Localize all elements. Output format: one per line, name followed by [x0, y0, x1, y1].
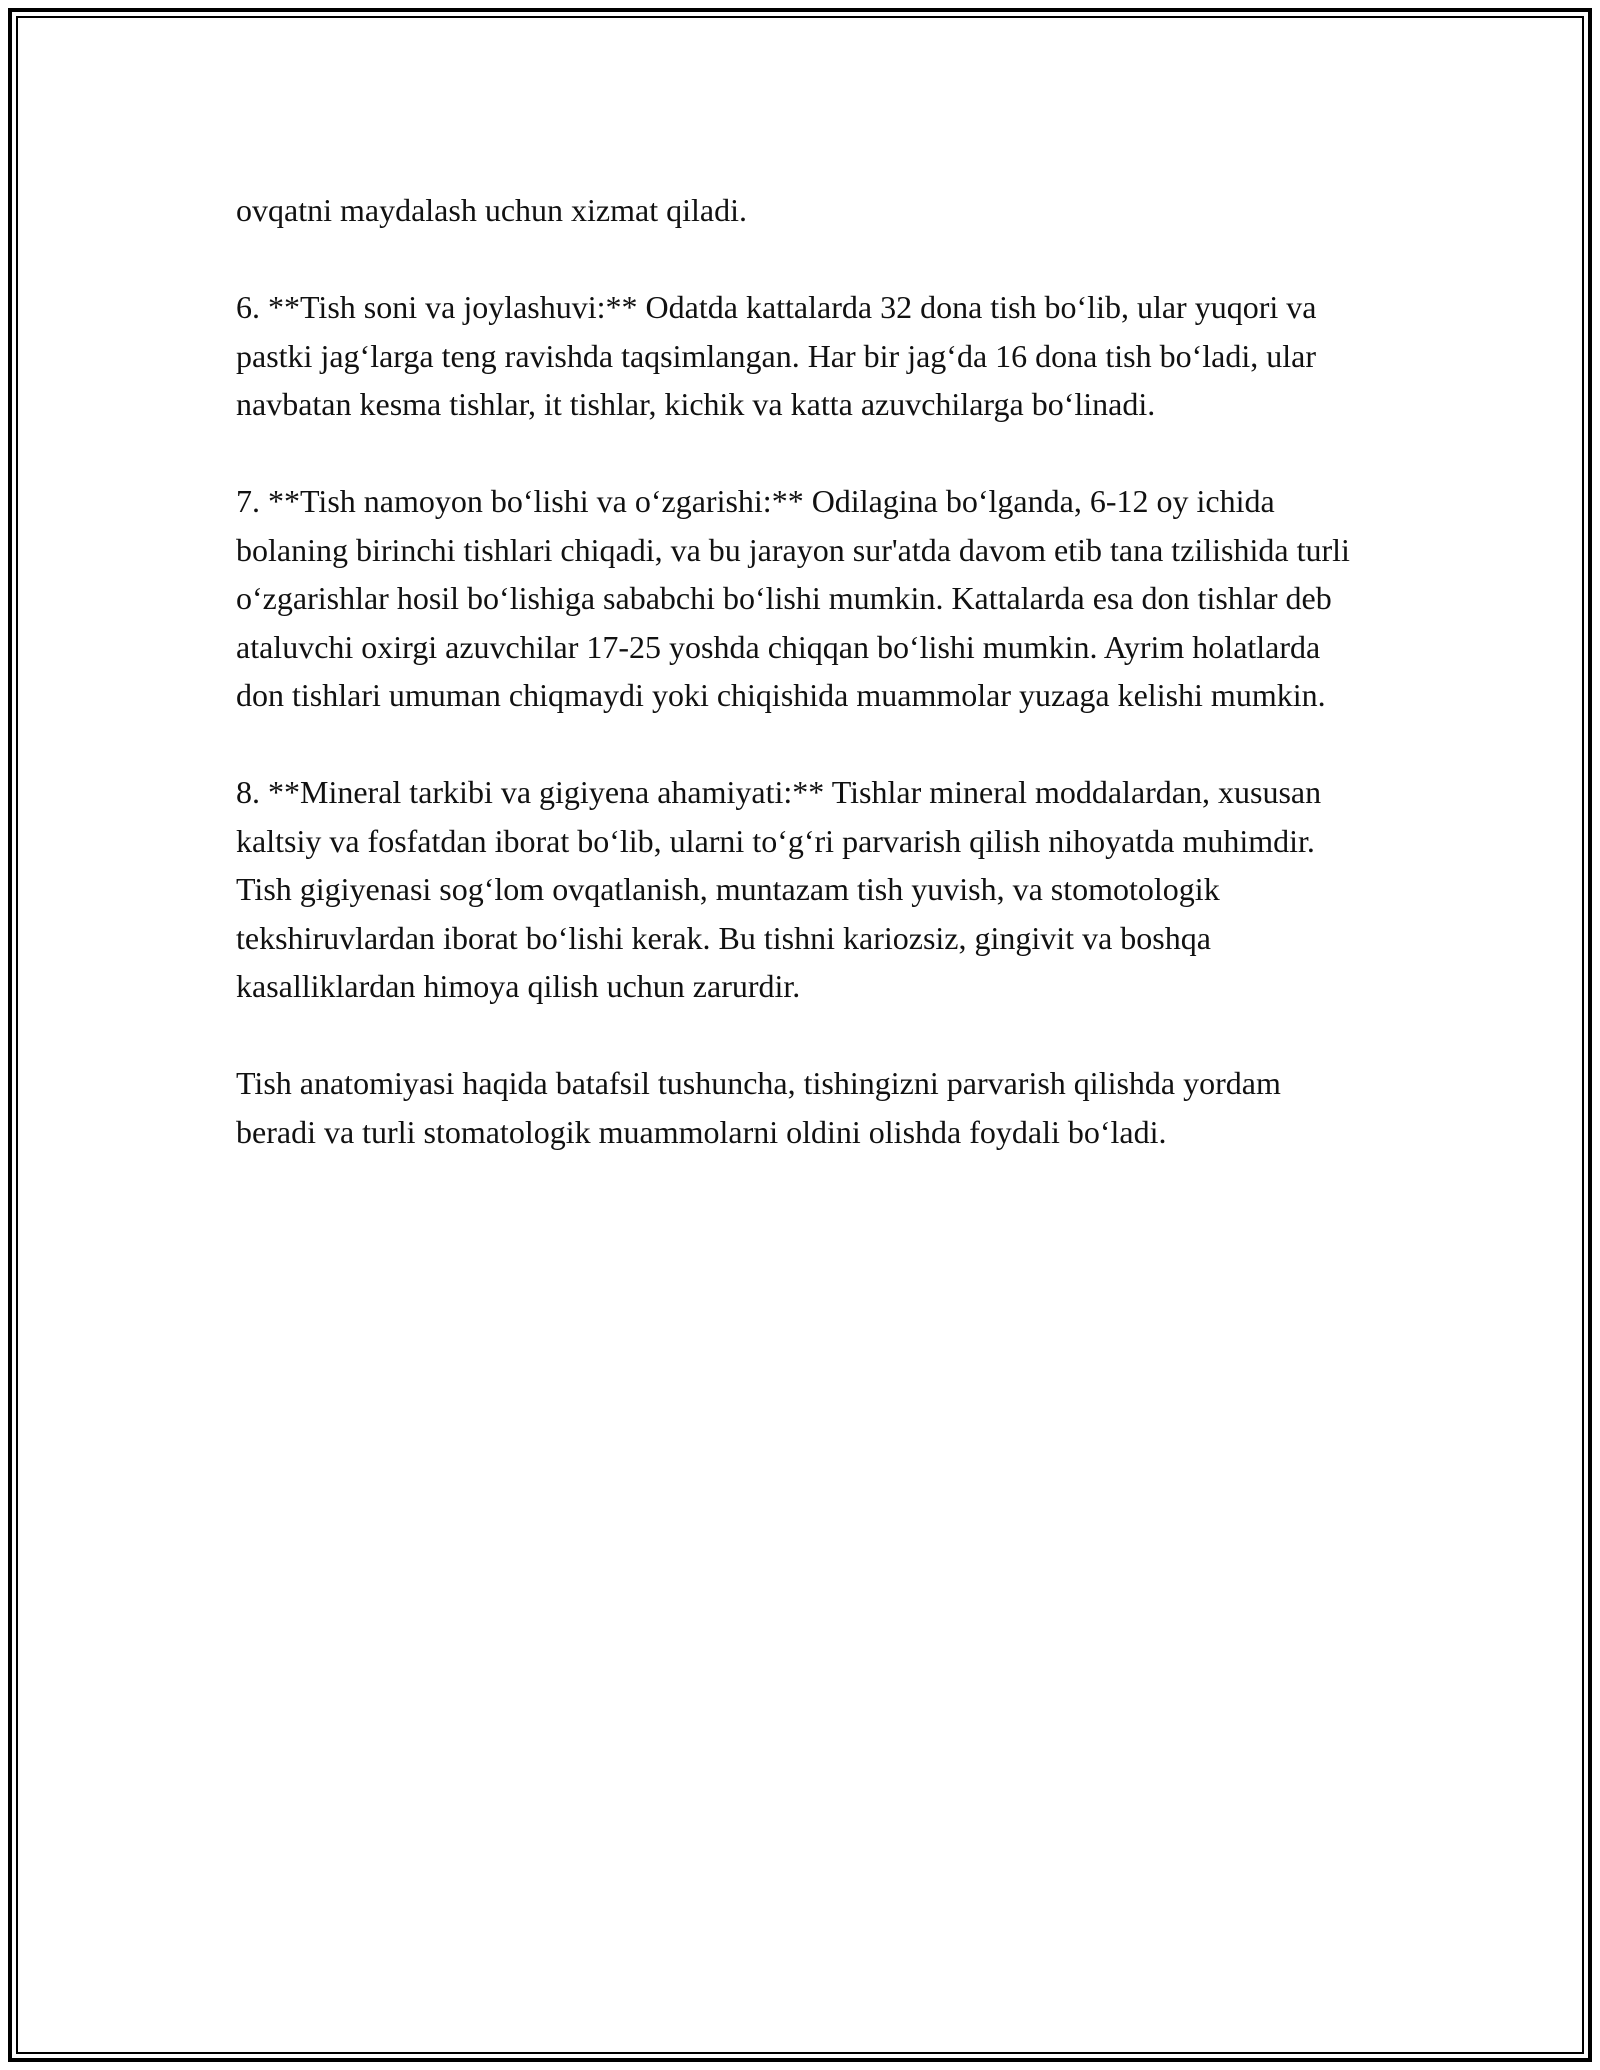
paragraph-conclusion: Tish anatomiyasi haqida batafsil tushuncha, tishingizni parvarish qilishda yordam beradi va turli stomatologik muammolarni oldini olishda foydali bo‘ladi.: [236, 1065, 1281, 1150]
paragraph-item-6: 6. **Tish soni va joylashuvi:** Odatda kattalarda 32 dona tish bo‘lib, ular yuqori va pastki jag‘larga teng ravishda taqsimlangan. Har bir jag‘da 16 dona tish bo‘ladi, ular navbatan kesma tishlar, it tishlar, kichik va katta azuvchilarga bo‘linadi.: [236, 289, 1317, 422]
paragraph-continuation: ovqatni maydalash uchun xizmat qiladi.: [236, 192, 747, 228]
document-body: [236, 186, 1366, 1205]
paragraph-item-8: 8. **Mineral tarkibi va gigiyena ahamiyati:** Tishlar mineral moddalardan, xususan kaltsiy va fosfatdan iborat bo‘lib, ularni to‘g‘ri parvarish qilish nihoyatda muhimdir. Tish gigiyenasi sog‘lom ovqatlanish, muntazam tish yuvish, va stomotologik tekshiruvlardan iborat bo‘lishi kerak. Bu tishni kariozsiz, gingivit va boshqa kasalliklardan himoya qilish uchun zarurdir.: [236, 774, 1322, 1004]
paragraph-item-7: 7. **Tish namoyon bo‘lishi va o‘zgarishi:** Odilagina bo‘lganda, 6-12 oy ichida bolaning birinchi tishlari chiqadi, va bu jarayon sur'atda davom etib tana tzilishida turli o‘zgarishlar hosil bo‘lishiga sababchi bo‘lishi mumkin. Kattalarda esa don tishlar deb ataluvchi oxirgi azuvchilar 17-25 yoshda chiqqan bo‘lishi mumkin. Ayrim holatlarda don tishlari umuman chiqmaydi yoki chiqishida muammolar yuzaga kelishi mumkin.: [236, 483, 1350, 713]
